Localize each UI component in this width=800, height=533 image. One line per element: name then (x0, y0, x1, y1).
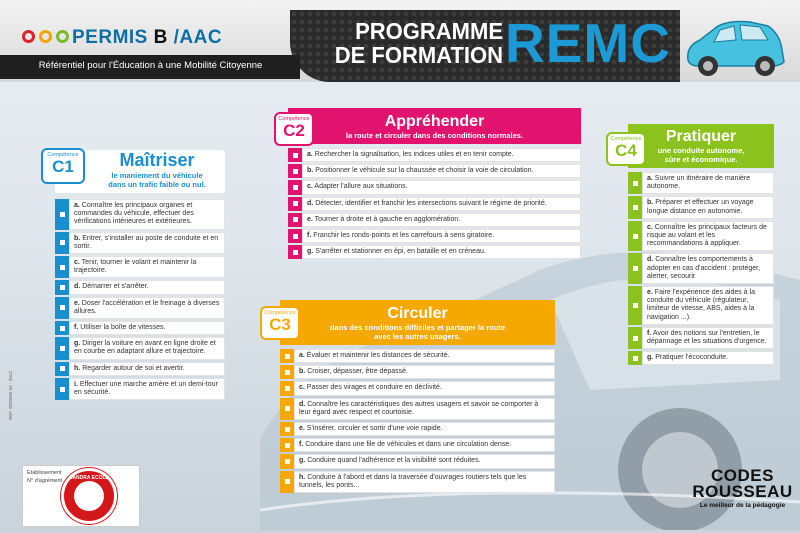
item-letter: e. (307, 215, 313, 223)
item-text-box (294, 365, 555, 379)
agreement-label: N° d'agrément (27, 478, 63, 484)
item-text: Tourner à droite et à gauche en agglomération. (314, 215, 461, 223)
checkbox-icon[interactable] (285, 370, 290, 375)
c2-item-g (288, 245, 581, 259)
item-marker (288, 245, 302, 259)
c2-item-b (288, 164, 581, 178)
item-text-box (642, 172, 774, 194)
item-text-box (294, 381, 555, 395)
item-text-box (69, 280, 225, 294)
c4-badge-label: Compétence (610, 136, 642, 142)
item-text: Utiliser la boîte de vitesses. (80, 324, 166, 332)
c3-item-d (280, 398, 555, 420)
reference-code: REF. 9020605 04 - 2013 (8, 371, 13, 420)
item-marker (628, 253, 642, 284)
logo-line2: ROUSSEAU (692, 482, 793, 501)
c2-badge (274, 112, 314, 146)
item-letter: f. (74, 324, 79, 332)
item-letter: e. (74, 299, 80, 307)
item-text: Détecter, identifier et franchir les intersections suivant le régime de priorité. (315, 199, 547, 207)
c4-badge-code: C4 (615, 141, 637, 160)
c4-badge (606, 132, 646, 166)
item-marker (288, 180, 302, 194)
item-letter: f. (299, 441, 304, 449)
c3-header (280, 300, 555, 345)
item-text: Évaluer et maintenir les distances de sécurité. (306, 352, 450, 359)
item-letter: b. (647, 199, 654, 207)
c1-item-a (55, 199, 225, 230)
competence-c1-panel (47, 150, 225, 402)
c1-badge-code: C1 (52, 157, 74, 176)
establishment-card (22, 465, 140, 527)
brand-suffix: /AAC (167, 27, 223, 48)
c4-item-g (628, 351, 774, 365)
checkbox-icon[interactable] (60, 366, 65, 371)
c2-desc-line1: la route et circuler dans des conditions normales. (345, 131, 524, 140)
checkbox-icon[interactable] (60, 212, 65, 217)
c3-item-f (280, 438, 555, 452)
competence-c3-panel (264, 300, 555, 495)
item-text: Préparer et effectuer un voyage longue distance en autonomie. (647, 199, 754, 215)
item-text: Avoir des notions sur l'entretien, le dépannage et les situations d'urgence. (647, 329, 767, 346)
checkbox-icon[interactable] (285, 386, 290, 391)
item-marker (288, 213, 302, 227)
item-letter: b. (307, 167, 314, 175)
c2-item-e (288, 213, 581, 227)
item-text: Connaître les caractéristiques des autres usagers et savoir se comporter à leur égard avec respect et courtoisie. (299, 400, 539, 416)
item-marker (280, 438, 294, 452)
item-letter: f. (307, 232, 312, 240)
item-text: Entrer, s'installer au poste de conduite et en sortir. (74, 234, 219, 250)
item-letter: e. (647, 289, 653, 297)
item-marker (288, 197, 302, 211)
checkbox-icon[interactable] (60, 305, 65, 310)
item-text: Démarrer et s'arrêter. (82, 283, 149, 291)
item-marker (288, 164, 302, 178)
item-text: Passer des virages et conduire en déclivité. (306, 384, 442, 392)
item-text-box (69, 337, 225, 359)
item-text-box (642, 327, 774, 349)
competence-c4-panel (610, 124, 774, 367)
c4-title: Pratiquer (665, 128, 737, 145)
checkbox-icon[interactable] (293, 250, 298, 255)
c2-badge-label: Compétence (278, 116, 310, 122)
item-marker (55, 321, 69, 335)
item-text-box (294, 349, 555, 363)
item-marker (55, 256, 69, 278)
c4-item-e (628, 286, 774, 325)
competence-c2-panel (278, 108, 581, 261)
c1-item-f (55, 321, 225, 335)
c1-badge (41, 148, 85, 184)
item-letter: a. (74, 202, 80, 209)
orange-ring-icon (39, 30, 52, 43)
c3-item-c (280, 381, 555, 395)
item-marker (280, 349, 294, 363)
c1-item-g (55, 337, 225, 359)
c1-item-c (55, 256, 225, 278)
item-marker (280, 381, 294, 395)
checkbox-icon[interactable] (285, 427, 290, 432)
c2-item-c (288, 180, 581, 194)
item-letter: b. (74, 234, 81, 242)
item-text-box (69, 199, 225, 230)
establishment-label: Etablissement (27, 470, 62, 476)
item-text: Croiser, dépasser, être dépassé. (307, 368, 408, 376)
item-marker (628, 286, 642, 325)
c2-item-d (288, 197, 581, 211)
item-letter: a. (299, 352, 305, 359)
item-letter: b. (299, 368, 306, 376)
item-letter: e. (299, 425, 305, 433)
c1-desc-line1: le maniement du véhicule (111, 171, 203, 180)
item-marker (55, 337, 69, 359)
item-marker (55, 362, 69, 376)
item-letter: g. (74, 340, 81, 348)
logo-line1: CODES (711, 466, 774, 485)
c3-item-a (280, 349, 555, 363)
brand-title (72, 27, 222, 49)
checkbox-icon[interactable] (60, 265, 65, 270)
item-letter: g. (299, 457, 306, 465)
checkbox-icon[interactable] (293, 153, 298, 158)
checkbox-icon[interactable] (60, 346, 65, 351)
codes-rousseau-logo (690, 468, 795, 509)
c3-badge-label: Compétence (264, 310, 296, 316)
item-text: Diriger la voiture en avant en ligne droite et en courbe en adaptant allure et trajectoire. (74, 340, 216, 356)
item-letter: d. (299, 400, 306, 408)
checkbox-icon[interactable] (633, 205, 638, 210)
item-marker (288, 148, 302, 162)
c2-title: Appréhender (384, 113, 485, 130)
c4-item-a (628, 172, 774, 194)
item-marker (55, 232, 69, 254)
item-letter: a. (647, 175, 653, 182)
item-text: Suivre un itinéraire de manière autonome. (647, 175, 751, 191)
remc-title: REMC (505, 12, 671, 74)
c3-desc-line2: avec les autres usagers. (374, 332, 461, 341)
item-text-box (69, 321, 225, 335)
checkbox-icon[interactable] (60, 387, 65, 392)
small-car-icon (680, 10, 790, 80)
checkbox-icon[interactable] (633, 303, 638, 308)
checkbox-icon[interactable] (60, 240, 65, 245)
item-text-box (302, 197, 581, 211)
c4-item-b (628, 196, 774, 218)
item-text: Adapter l'allure aux situations. (314, 183, 408, 191)
item-marker (288, 229, 302, 243)
item-letter: f. (647, 329, 652, 337)
item-marker (55, 199, 69, 230)
item-text: Rechercher la signalisation, les indices utiles et en tenir compte. (314, 151, 514, 158)
item-text: Faire l'expérience des aides à la conduite du véhicule (régulateur, limiteur de vitesse, ABS, aides à la navigation ...). (647, 289, 755, 321)
item-marker (628, 172, 642, 194)
item-text: Conduire quand l'adhérence et la visibilité sont réduites. (307, 457, 481, 465)
item-text-box (302, 148, 581, 162)
item-text: Connaître les principaux facteurs de risque au volant et les recommandations à appliquer. (647, 223, 767, 248)
checkbox-icon[interactable] (633, 234, 638, 239)
program-title (328, 19, 503, 67)
item-text: Positionner le véhicule sur la chaussée et choisir la voie de circulation. (315, 167, 534, 175)
item-text: Doser l'accélération et le freinage à diverses allures. (74, 299, 220, 315)
item-letter: d. (74, 283, 81, 291)
item-letter: c. (307, 183, 313, 191)
item-text-box (294, 454, 555, 468)
c1-item-d (55, 280, 225, 294)
item-text: Tenir, tourner le volant et maintenir la trajectoire. (74, 259, 197, 275)
checkbox-icon[interactable] (293, 201, 298, 206)
item-text-box (302, 164, 581, 178)
c4-header (628, 124, 774, 168)
item-text-box (69, 362, 225, 376)
item-text-box (69, 256, 225, 278)
c1-desc-line2: dans un trafic faible ou nul. (108, 180, 206, 189)
item-text-box (69, 378, 225, 400)
item-text-box (642, 253, 774, 284)
checkbox-icon[interactable] (293, 169, 298, 174)
driving-school-stamp (61, 468, 117, 524)
red-ring-icon (22, 30, 35, 43)
item-text: Connaître les comportements à adopter en cas d'accident : protéger, alerter, secourir. (647, 256, 761, 280)
checkbox-icon[interactable] (285, 406, 290, 411)
c3-item-b (280, 365, 555, 379)
checkbox-icon[interactable] (633, 266, 638, 271)
c2-item-f (288, 229, 581, 243)
checkbox-icon[interactable] (293, 234, 298, 239)
item-letter: c. (647, 223, 653, 231)
brand-prefix: PERMIS (72, 27, 154, 48)
checkbox-icon[interactable] (285, 479, 290, 484)
item-marker (280, 398, 294, 420)
item-text: Regarder autour de soi et avertir. (82, 364, 185, 372)
checkbox-icon[interactable] (633, 181, 638, 186)
item-text-box (294, 471, 555, 493)
item-marker (55, 297, 69, 319)
c3-title: Circuler (387, 305, 448, 322)
item-text-box (302, 180, 581, 194)
checkbox-icon[interactable] (285, 354, 290, 359)
item-text: Pratiquer l'écoconduite. (655, 354, 729, 362)
c1-item-b (55, 232, 225, 254)
item-text-box (642, 351, 774, 365)
item-marker (628, 327, 642, 349)
c1-item-h (55, 362, 225, 376)
brand-b: B (153, 27, 168, 48)
item-letter: a. (307, 151, 313, 158)
item-text-box (642, 221, 774, 252)
item-letter: g. (647, 354, 654, 362)
item-marker (280, 471, 294, 493)
item-text-box (302, 245, 581, 259)
program-title-line1: PROGRAMME (355, 17, 503, 45)
item-text-box (642, 286, 774, 325)
item-text: Conduire dans une file de véhicules et dans une circulation dense. (305, 441, 512, 449)
item-text-box (642, 196, 774, 218)
checkbox-icon[interactable] (293, 217, 298, 222)
c4-item-c (628, 221, 774, 252)
c3-item-g (280, 454, 555, 468)
item-text-box (294, 438, 555, 452)
stamp-text: SANDRA ECOLE (69, 475, 109, 481)
item-letter: c. (74, 259, 80, 267)
c3-item-e (280, 422, 555, 436)
item-text: Conduire à l'abord et dans la traversée d'ouvrages routiers tels que les tunnels, les ponts... (299, 473, 527, 489)
c1-badge-label: Compétence (47, 152, 79, 158)
item-marker (55, 378, 69, 400)
item-letter: d. (307, 199, 314, 207)
logo-tagline: Le meilleur de la pédagogie (699, 502, 786, 509)
c2-header (288, 108, 581, 144)
item-text: S'insérer, circuler et sortir d'une voie rapide. (306, 425, 443, 433)
item-text-box (69, 232, 225, 254)
c3-item-h (280, 471, 555, 493)
c1-title: Maîtriser (119, 150, 195, 170)
header-subtitle: Référentiel pour l'Éducation à une Mobilité Citoyenne (38, 60, 263, 71)
c3-badge-code: C3 (269, 315, 291, 334)
c4-desc-line2: sûre et économique. (664, 155, 738, 164)
checkbox-icon[interactable] (60, 285, 65, 290)
item-marker (628, 196, 642, 218)
c2-item-a (288, 148, 581, 162)
program-title-line2: DE FORMATION (334, 41, 503, 69)
item-letter: h. (74, 364, 81, 372)
item-text-box (294, 422, 555, 436)
item-text: Connaître les principaux organes et commandes du véhicule, effectuer des vérifications intérieures et extérieures. (74, 202, 194, 226)
green-ring-icon (56, 30, 69, 43)
item-marker (628, 351, 642, 365)
c1-items-list (55, 199, 225, 400)
item-letter: c. (299, 384, 305, 392)
c1-item-e (55, 297, 225, 319)
item-marker (280, 454, 294, 468)
item-letter: d. (647, 256, 654, 264)
c4-items-list (628, 172, 774, 365)
c3-items-list (280, 349, 555, 493)
checkbox-icon[interactable] (633, 356, 638, 361)
item-letter: g. (307, 248, 314, 256)
item-text: S'arrêter et stationner en épi, en bataille et en créneau. (315, 248, 486, 256)
item-text-box (302, 229, 581, 243)
c4-item-f (628, 327, 774, 349)
item-text-box (294, 398, 555, 420)
item-text-box (302, 213, 581, 227)
c2-badge-code: C2 (283, 121, 305, 140)
item-letter: h. (299, 473, 306, 481)
checkbox-icon[interactable] (60, 326, 65, 331)
item-text: Effectuer une marche arrière et un demi-tour en sécurité. (74, 380, 218, 397)
item-marker (280, 365, 294, 379)
item-marker (280, 422, 294, 436)
checkbox-icon[interactable] (633, 336, 638, 341)
permis-logo-dots (22, 30, 69, 43)
stamp-car-icon (74, 481, 104, 511)
c1-item-i (55, 378, 225, 400)
item-marker (55, 280, 69, 294)
item-text: Franchir les ronds-points et les carrefours à sens giratoire. (313, 232, 495, 240)
c3-badge (260, 306, 300, 340)
item-text-box (69, 297, 225, 319)
c2-items-list (288, 148, 581, 259)
checkbox-icon[interactable] (285, 459, 290, 464)
item-letter: i. (74, 380, 78, 388)
c3-desc-line1: dans des conditions difficiles et partager la route (329, 323, 506, 332)
c4-desc-line1: une conduite autonome, (657, 146, 745, 155)
c4-item-d (628, 253, 774, 284)
checkbox-icon[interactable] (285, 443, 290, 448)
checkbox-icon[interactable] (293, 185, 298, 190)
item-marker (628, 221, 642, 252)
